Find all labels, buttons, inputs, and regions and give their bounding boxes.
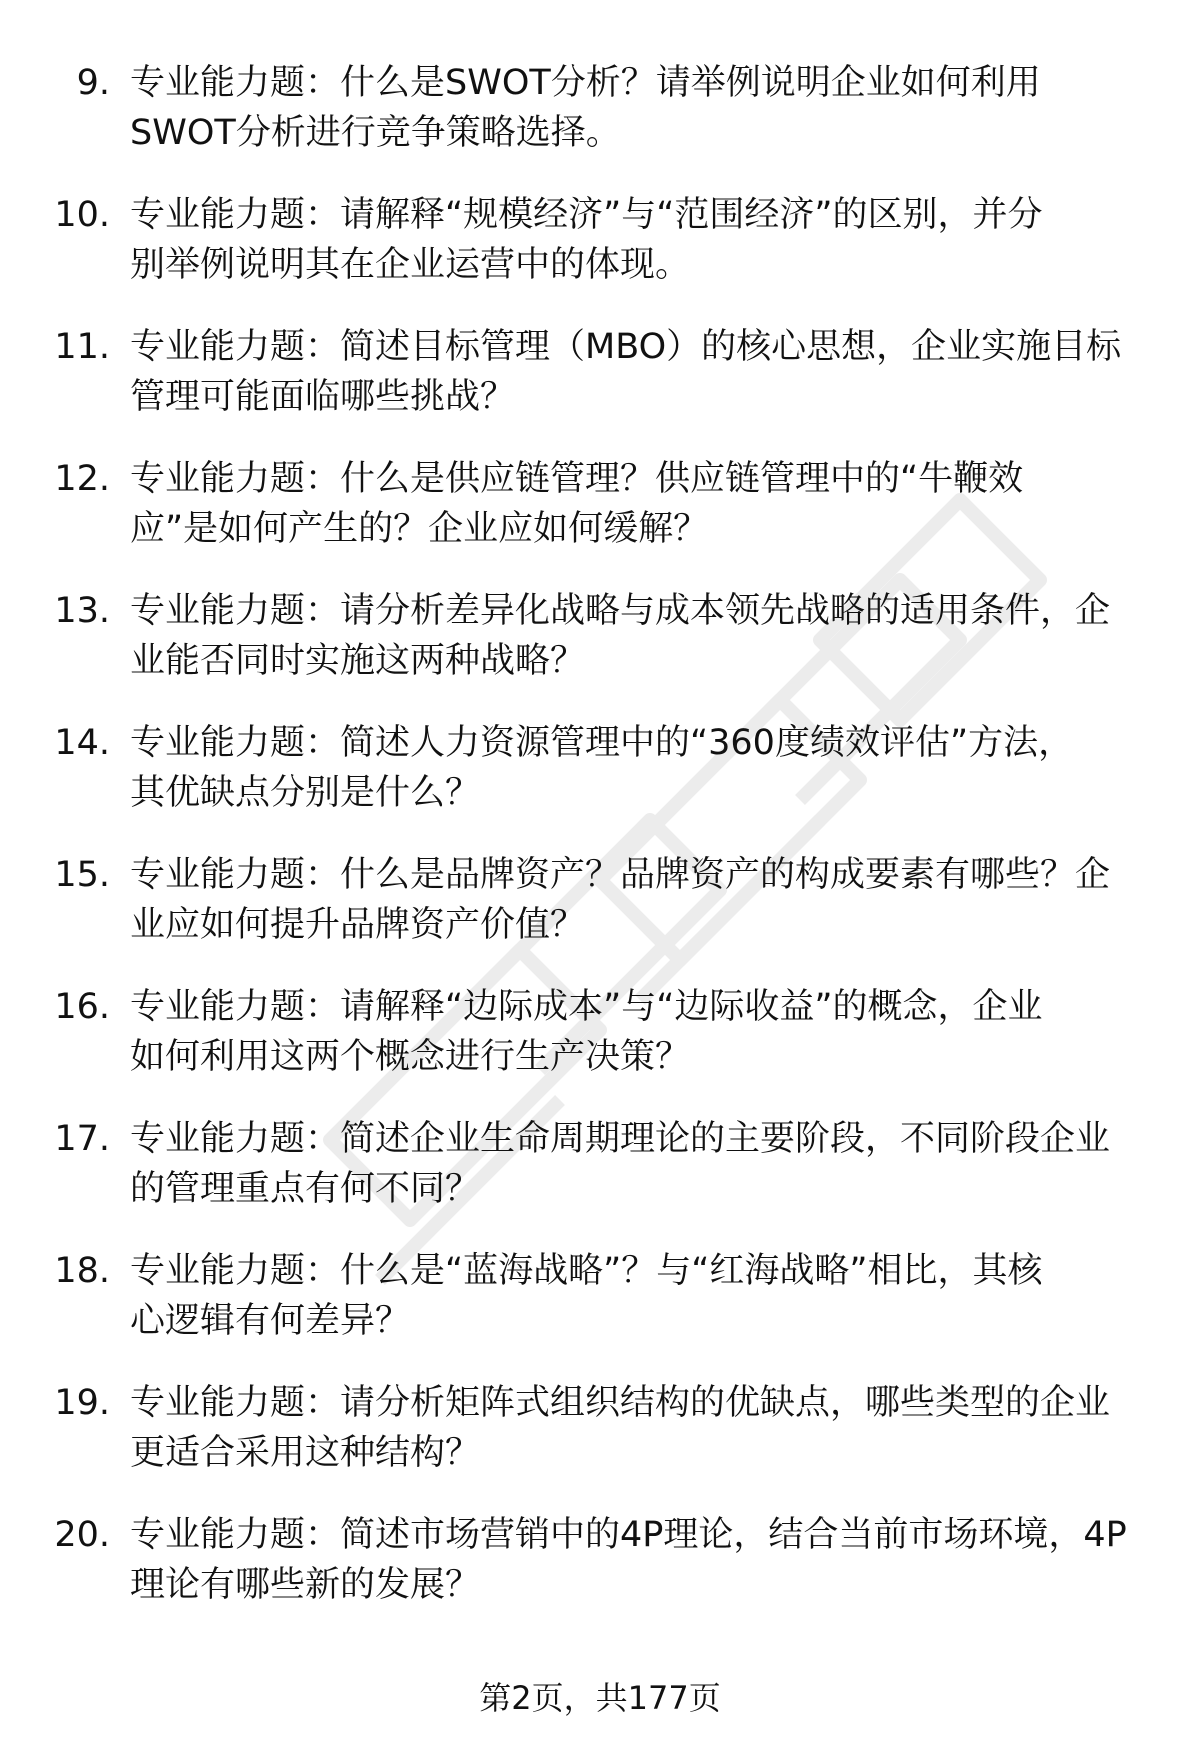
question-line: 专业能力题：简述人力资源管理中的“360度绩效评估”方法，	[130, 723, 1074, 763]
question-text	[130, 58, 1160, 158]
page-number-footer: 第2页，共177页	[479, 1679, 721, 1717]
question-list	[0, 58, 1200, 1642]
question-number: 11.	[54, 327, 110, 367]
question-number: 9.	[76, 63, 110, 103]
question-text	[130, 1510, 1160, 1610]
question-number: 20.	[54, 1515, 110, 1555]
question-text	[130, 586, 1160, 686]
question-item-13	[0, 586, 1200, 718]
question-line: 心逻辑有何差异？	[130, 1301, 411, 1341]
question-line: 业能否同时实施这两种战略？	[130, 641, 586, 681]
question-text	[130, 850, 1160, 950]
question-text	[130, 1246, 1160, 1346]
question-item-10	[0, 190, 1200, 322]
question-number: 14.	[54, 723, 110, 763]
question-line: 专业能力题：请解释“规模经济”与“范围经济”的区别，并分	[130, 195, 1043, 235]
question-number: 19.	[54, 1383, 110, 1423]
question-line: 应”是如何产生的？企业应如何缓解？	[130, 509, 709, 549]
question-text	[130, 454, 1160, 554]
question-item-14	[0, 718, 1200, 850]
question-item-15	[0, 850, 1200, 982]
question-line: 专业能力题：请分析差异化战略与成本领先战略的适用条件，企	[130, 591, 1111, 631]
question-number: 15.	[54, 855, 110, 895]
question-line: 专业能力题：请解释“边际成本”与“边际收益”的概念，企业	[130, 987, 1043, 1027]
question-text	[130, 718, 1160, 818]
question-line: 专业能力题：什么是SWOT分析？请举例说明企业如何利用	[130, 63, 1041, 103]
question-line: 专业能力题：简述目标管理（MBO）的核心思想，企业实施目标	[130, 327, 1122, 367]
question-item-20	[0, 1510, 1200, 1642]
question-line: 专业能力题：什么是品牌资产？品牌资产的构成要素有哪些？企	[130, 855, 1111, 895]
question-line: 专业能力题：什么是供应链管理？供应链管理中的“牛鞭效	[130, 459, 1024, 499]
question-line: 其优缺点分别是什么？	[130, 773, 481, 813]
question-number: 17.	[54, 1119, 110, 1159]
question-number: 12.	[54, 459, 110, 499]
question-text	[130, 190, 1160, 290]
question-number: 18.	[54, 1251, 110, 1291]
question-number: 10.	[54, 195, 110, 235]
question-number: 13.	[54, 591, 110, 631]
question-line: 专业能力题：请分析矩阵式组织结构的优缺点，哪些类型的企业	[130, 1383, 1111, 1423]
question-item-11	[0, 322, 1200, 454]
question-text	[130, 322, 1160, 422]
question-line: 如何利用这两个概念进行生产决策？	[130, 1037, 691, 1077]
question-line: 专业能力题：什么是“蓝海战略”？与“红海战略”相比，其核	[130, 1251, 1043, 1291]
question-line: 别举例说明其在企业运营中的体现。	[130, 245, 691, 285]
question-item-16	[0, 982, 1200, 1114]
question-item-19	[0, 1378, 1200, 1510]
question-item-18	[0, 1246, 1200, 1378]
question-item-9	[0, 58, 1200, 190]
question-text	[130, 982, 1160, 1082]
question-line: 理论有哪些新的发展？	[130, 1565, 481, 1605]
question-line: 的管理重点有何不同？	[130, 1169, 481, 1209]
question-line: 业应如何提升品牌资产价值？	[130, 905, 586, 945]
question-number: 16.	[54, 987, 110, 1027]
question-item-12	[0, 454, 1200, 586]
question-line: 专业能力题：简述企业生命周期理论的主要阶段，不同阶段企业	[130, 1119, 1111, 1159]
question-line: 管理可能面临哪些挑战？	[130, 377, 516, 417]
question-line: SWOT分析进行竞争策略选择。	[130, 113, 621, 153]
question-item-17	[0, 1114, 1200, 1246]
question-line: 更适合采用这种结构？	[130, 1433, 481, 1473]
question-line: 专业能力题：简述市场营销中的4P理论，结合当前市场环境，4P	[130, 1515, 1127, 1555]
question-text	[130, 1378, 1160, 1478]
question-text	[130, 1114, 1160, 1214]
